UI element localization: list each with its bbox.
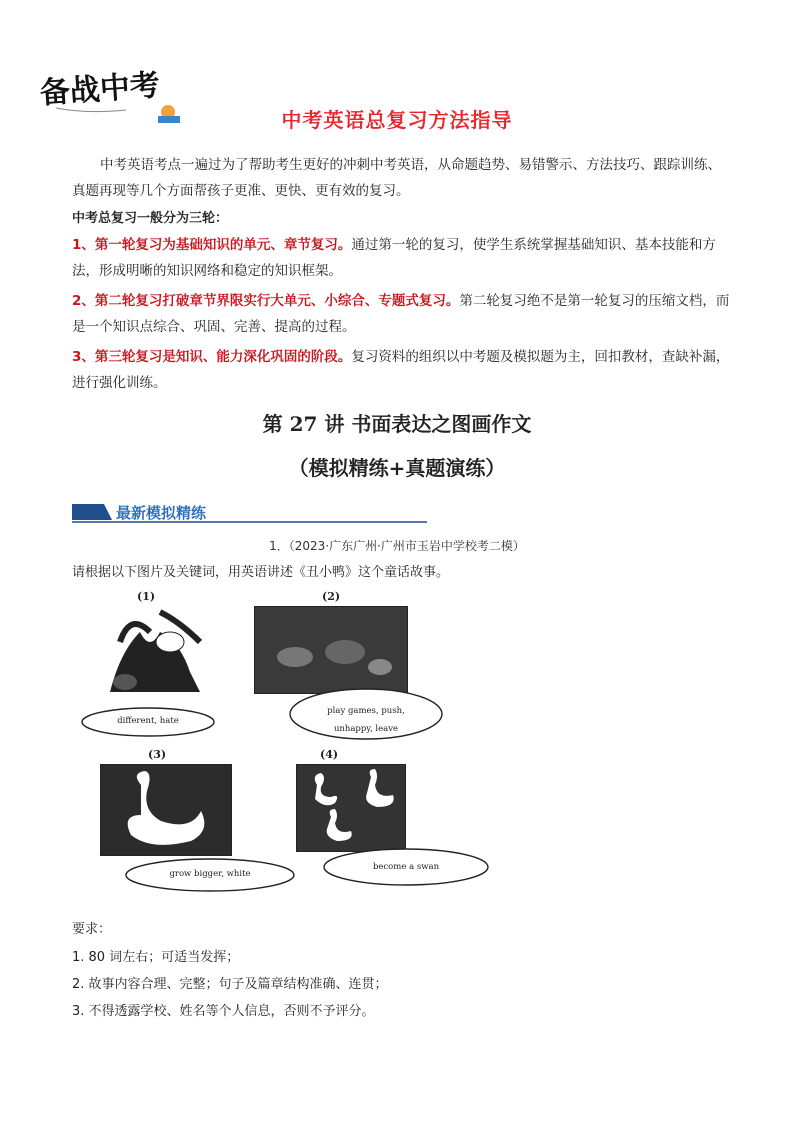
logo-text: 备战中考 (38, 67, 162, 112)
round-1 (72, 232, 732, 284)
question-source: 1．（2023·广东广州·广州市玉岩中学校考二模） (269, 539, 525, 553)
panel-3-image (100, 764, 232, 856)
panel-4-keywords: become a swan (372, 862, 440, 872)
requirement-2: 2. 故事内容合理、完整；句子及篇章结构准确、连贯； (72, 977, 388, 992)
question-text: 请根据以下图片及关键词，用英语讲述《丑小鸭》这个童话故事。 (72, 565, 450, 580)
round-1-text: 通过第一轮的复习，使学生系统掌握基础知识、基本技能和方法，形成明晰的知识网络和稳定的知识框架。 (72, 237, 716, 279)
panel-1-keywords: different, hate (117, 716, 179, 726)
round-3 (72, 344, 732, 396)
round-1-highlight: 1、第一轮复习为基础知识的单元、章节复习。 (72, 237, 352, 253)
panel-2-image (254, 606, 408, 694)
round-3-highlight: 3、第三轮复习是知识、能力深化巩固的阶段。 (72, 349, 352, 365)
section-banner (72, 500, 427, 524)
rounds-heading: 中考总复习一般分为三轮： (72, 211, 229, 226)
round-2-highlight: 2、第二轮复习打破章节界限实行大单元、小综合、专题式复习。 (72, 293, 460, 309)
panel-3-keywords: grow bigger, white (169, 869, 251, 879)
document-title: 中考英语总复习方法指导 (281, 108, 513, 132)
requirement-1: 1. 80 词左右；可适当发挥； (72, 950, 240, 965)
panel-1-image (100, 602, 210, 702)
round-2 (72, 288, 732, 340)
panel-4-number: (4) (320, 748, 339, 761)
section-label: 最新模拟精练 (116, 504, 207, 522)
lesson-subtitle: （模拟精练+真题演练） (288, 456, 506, 480)
panel-3-number: (3) (148, 748, 167, 761)
lesson-title: 第 27 讲 书面表达之图画作文 (262, 412, 532, 436)
panel-2-keywords-1: play games, push, (327, 706, 405, 716)
requirement-3: 3. 不得透露学校、姓名等个人信息，否则不予评分。 (72, 1004, 375, 1019)
requirements-heading: 要求： (72, 922, 112, 937)
intro-paragraph: 中考英语考点一遍过为了帮助考生更好的冲刺中考英语，从命题趋势、易错警示、方法技巧、跟踪训练、真题再现等几个方面帮孩子更准、更快、更有效的复习。 (72, 157, 721, 199)
round-2-text: 第二轮复习绝不是第一轮复习的压缩文档，而是一个知识点综合、巩固、完善、提高的过程。 (72, 293, 730, 335)
panel-2-number: (2) (322, 590, 341, 603)
panel-2-keywords-2: unhappy, leave (333, 724, 399, 734)
panel-4-image (296, 764, 406, 852)
round-3-text: 复习资料的组织以中考题及模拟题为主，回扣教材，查缺补漏，进行强化训练。 (72, 349, 730, 391)
panel-1-number: (1) (137, 590, 156, 603)
